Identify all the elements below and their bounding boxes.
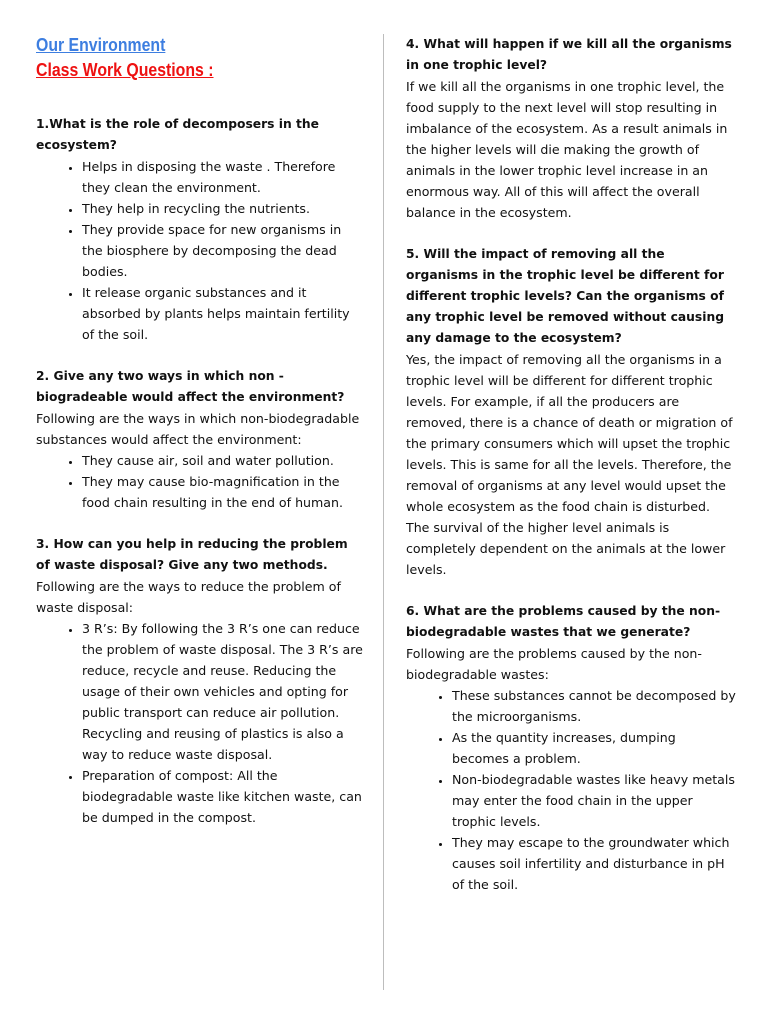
answer-6-intro: Following are the problems caused by the non-biodegradable wastes: [406,646,702,682]
list-item: • They may escape to the groundwater which causes soil infertility and disturbance in pH of the soil. [452,832,736,895]
answer-1-list [36,156,364,345]
answer-5: Yes, the impact of removing all the organisms in a trophic level will be different for different trophic levels. For example, if all the producers are removed, there is a chance of death or migration of the primary consumers which will upset the trophic levels. This is same for all the levels. Therefore, the removal of organisms at any level would upset the whole ecosystem as the food chain is disturbed. The survival of the higher level animals is completely dependent on the animals at the lower levels. [406,352,733,577]
question-5: 5. Will the impact of removing all the organisms in the trophic level be different for different trophic levels? Can the organisms of any trophic level be removed without causing any damage to the ecosystem? [406,247,725,345]
question-2: 2. Give any two ways in which non -biogradeable would affect the environment? [36,369,345,404]
list-item: • Preparation of compost: All the biodegradable waste like kitchen waste, can be dumped in the compost. [82,765,364,828]
answer-2-intro: Following are the ways in which non-biodegradable substances would affect the environment: [36,411,360,447]
answer-3-intro: Following are the ways to reduce the problem of waste disposal: [36,579,341,615]
column-divider [383,34,384,990]
list-item: • They provide space for new organisms in the biosphere by decomposing the dead bodies. [82,219,364,282]
document-subtitle: Class Work Questions : [36,60,214,80]
question-3: 3. How can you help in reducing the problem of waste disposal? Give any two methods. [36,537,348,572]
list-item: • These substances cannot be decomposed by the microorganisms. [452,685,736,727]
answer-6-list [406,685,736,895]
answer-4: If we kill all the organisms in one trophic level, the food supply to the next level will stop resulting in imbalance of the ecosystem. As a result animals in the higher levels will die making the growth of animals in the lower trophic level increase in an enormous way. All of this will affect the overall balance in the ecosystem. [406,79,728,220]
list-item: • They cause air, soil and water pollution. [82,450,364,471]
list-item: • 3 R’s: By following the 3 R’s one can reduce the problem of waste disposal. The 3 R’s are reduce, recycle and reuse. Reducing the usage of their own vehicles and opting for public transport can reduce air pollution. Recycling and reusing of plastics is also a way to reduce waste disposal. [82,618,364,765]
list-item: • It release organic substances and it absorbed by plants helps maintain fertility of the soil. [82,282,364,345]
answer-3-list [36,618,364,828]
document-title: Our Environment [36,35,166,55]
list-item: • Helps in disposing the waste . Therefore they clean the environment. [82,156,364,198]
list-item: • They help in recycling the nutrients. [82,198,364,219]
question-1: 1.What is the role of decomposers in the ecosystem? [36,117,319,152]
answer-2-list [36,450,364,513]
question-6: 6. What are the problems caused by the non-biodegradable wastes that we generate? [406,604,721,639]
left-column [36,34,364,828]
right-column [406,34,736,895]
question-4: 4. What will happen if we kill all the organisms in one trophic level? [406,37,732,72]
list-item: • They may cause bio-magnification in the food chain resulting in the end of human. [82,471,364,513]
list-item: • As the quantity increases, dumping becomes a problem. [452,727,736,769]
list-item: • Non-biodegradable wastes like heavy metals may enter the food chain in the upper trophic levels. [452,769,736,832]
